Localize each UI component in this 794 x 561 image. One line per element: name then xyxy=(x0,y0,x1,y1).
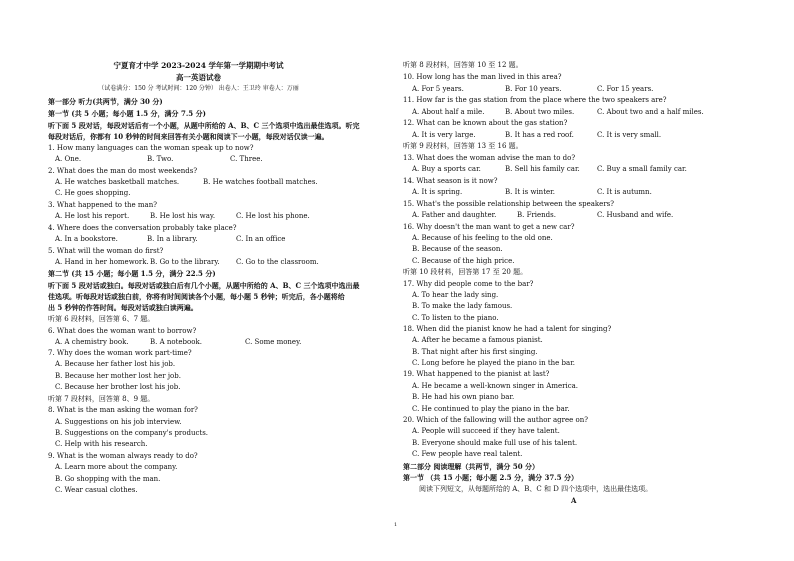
option-c: C. To listen to the piano. xyxy=(412,314,499,322)
option-b: B. Suggestions on the company's products. xyxy=(55,429,209,437)
option-a: A. Learn more about the company. xyxy=(55,463,178,471)
question-19: 19. What happened to the pianist at last? xyxy=(403,370,550,378)
option-b: B. Sell his family car. xyxy=(505,165,580,173)
option-a: A. Because of his feeling to the old one. xyxy=(412,234,553,242)
page-number: 1 xyxy=(394,522,398,528)
option-a: A. Father and daughter. xyxy=(412,211,497,219)
option-b: B. He lost his way. xyxy=(150,212,216,220)
question-18: 18. When did the pianist know he had a talent for singing? xyxy=(403,325,612,333)
exam-info: （试卷满分：150 分 考试时间：120 分钟） 出卷人：王卫玲 审卷人：万丽 xyxy=(98,85,299,92)
option-c: C. In an office xyxy=(236,235,286,243)
exam-title: 宁夏育才中学 2023-2024 学年第一学期期中考试 xyxy=(113,61,284,70)
question-20: 20. Which of the fallowing will the author agree on? xyxy=(403,416,588,424)
option-c: C. Some money. xyxy=(245,338,302,346)
question-6: 6. What does the woman want to borrow? xyxy=(48,327,197,335)
question-12: 12. What can be known about the gas station? xyxy=(403,119,568,127)
question-2: 2. What does the man do most weekends? xyxy=(48,167,198,175)
option-b: B. A notebook. xyxy=(150,338,202,346)
option-a: A. After he became a famous pianist. xyxy=(412,336,543,344)
option-b: B. To make the lady famous. xyxy=(412,302,513,310)
option-b: B. It has a red roof. xyxy=(505,131,574,139)
question-3: 3. What happened to the man? xyxy=(48,201,157,209)
option-a: A. He lost his report. xyxy=(55,212,130,220)
option-a: A. It is spring. xyxy=(412,188,463,196)
option-a: A. Suggestions on his job interview. xyxy=(55,418,182,426)
part1-sec2-title: 第二节 (共 15 小题；每小题 1.5 分，满分 22.5 分) xyxy=(48,269,216,278)
question-16: 16. Why doesn't the man want to get a new car? xyxy=(403,223,575,231)
option-b: B. About two miles. xyxy=(505,108,575,116)
passage-label: A xyxy=(571,496,577,505)
option-b: B. Because of the season. xyxy=(412,245,503,253)
option-b: B. That night after his first singing. xyxy=(412,348,538,356)
question-9: 9. What is the woman always ready to do? xyxy=(48,452,198,460)
part1-sec2-instruction: 出 5 秒钟的作答时间。每段对话或独白读两遍。 xyxy=(48,303,198,312)
option-c: C. He continued to play the piano in the bar. xyxy=(412,405,570,413)
part1-sec1-instruction: 听下面 5 段对话，每段对话后有一个小题，从题中所给的 A、B、C 三个选项中选出最佳选项。听完 xyxy=(48,121,360,130)
exam-subtitle: 高一英语试卷 xyxy=(176,73,221,82)
option-c: C. Because her brother lost his job. xyxy=(55,383,181,391)
question-4: 4. Where does the conversation probably take place? xyxy=(48,224,237,232)
option-a: A. One. xyxy=(55,155,82,163)
option-b: B. Go to the library. xyxy=(150,258,220,266)
material-note: 听第 8 段材料，回答第 10 至 12 题。 xyxy=(403,61,523,69)
material-note: 听第 7 段材料，回答第 8、9 题。 xyxy=(48,395,155,403)
option-a: A. Buy a sports car. xyxy=(412,165,481,173)
option-a: A. A chemistry book. xyxy=(55,338,129,346)
option-b: B. Friends. xyxy=(517,211,556,219)
option-c: C. Wear casual clothes. xyxy=(55,486,138,494)
option-a: A. About half a mile. xyxy=(412,108,485,116)
question-11: 11. How far is the gas station from the place where the two speakers are? xyxy=(403,96,667,104)
option-a: A. He watches basketball matches. xyxy=(55,178,180,186)
part2-sec1-title: 第一节 （共 15 小题；每小题 2.5 分，满分 37.5 分） xyxy=(403,473,579,482)
material-note: 听第 6 段材料，回答第 6、7 题。 xyxy=(48,315,155,323)
part1-title: 第一部分 听力(共两节，满分 30 分) xyxy=(48,97,163,106)
option-a: A. It is very large. xyxy=(412,131,476,139)
option-c: C. Long before he played the piano in the bar. xyxy=(412,359,575,367)
option-c: C. He goes shopping. xyxy=(55,189,131,197)
question-14: 14. What season is it now? xyxy=(403,177,498,185)
option-b: B. Go shopping with the man. xyxy=(55,475,161,483)
material-note: 听第 10 段材料，回答第 17 至 20 题。 xyxy=(403,268,528,276)
option-a: A. People will succeed if they have talent. xyxy=(412,427,560,435)
option-a: A. For 5 years. xyxy=(412,85,464,93)
part1-sec2-instruction: 佳选项。听每段对话或独白前，你将有时间阅读各个小题，每小题 5 秒钟；听完后，各小题将给 xyxy=(48,292,345,301)
option-b: B. It is winter. xyxy=(505,188,555,196)
question-17: 17. Why did people come to the bar? xyxy=(403,280,534,288)
question-13: 13. What does the woman advise the man to do? xyxy=(403,154,576,162)
material-note: 听第 9 段材料，回答第 13 至 16 题。 xyxy=(403,142,523,150)
option-b: B. Two. xyxy=(147,155,174,163)
option-c: C. Three. xyxy=(230,155,263,163)
option-c: C. Go to the classroom. xyxy=(236,258,319,266)
part1-sec1-title: 第一节 (共 5 小题；每小题 1.5 分，满分 7.5 分) xyxy=(48,109,206,118)
question-10: 10. How long has the man lived in this area? xyxy=(403,73,562,81)
option-c: C. Buy a small family car. xyxy=(597,165,687,173)
part1-sec1-instruction: 每段对话后，你都有 10 秒钟的时间来回答有关小题和阅读下一小题，每段对话仅读一遍。 xyxy=(48,132,329,141)
option-c: C. He lost his phone. xyxy=(236,212,310,220)
option-a: A. Because her father lost his job. xyxy=(55,360,176,368)
option-c: C. Husband and wife. xyxy=(597,211,674,219)
option-c: C. Few people have real talent. xyxy=(412,450,523,458)
question-5: 5. What will the woman do first? xyxy=(48,247,164,255)
option-a: A. He became a well-known singer in America. xyxy=(412,382,579,390)
option-a: A. Hand in her homework. xyxy=(55,258,149,266)
option-b: B. Everyone should make full use of his talent. xyxy=(412,439,578,447)
question-7: 7. Why does the woman work part-time? xyxy=(48,349,192,357)
option-b: B. In a library. xyxy=(147,235,198,243)
option-b: B. He watches football matches. xyxy=(203,178,318,186)
option-c: C. Help with his research. xyxy=(55,440,148,448)
option-a: A. In a bookstore. xyxy=(55,235,118,243)
question-15: 15. What's the possible relationship between the speakers? xyxy=(403,200,615,208)
part2-title: 第二部分 阅读理解（共两节，满分 50 分） xyxy=(403,462,540,471)
option-c: C. Because of the high price. xyxy=(412,257,515,265)
part1-sec2-instruction: 听下面 5 段对话或独白。每段对话或独白后有几个小题，从题中所给的 A、B、C 三个选项中选出最 xyxy=(48,281,360,290)
option-c: C. It is autumn. xyxy=(597,188,652,196)
part2-instruction: 阅读下列短文，从每题所给的 A、B、C 和 D 四个选项中，选出最佳选项。 xyxy=(419,485,653,493)
option-c: C. For 15 years. xyxy=(597,85,654,93)
question-8: 8. What is the man asking the woman for? xyxy=(48,406,198,414)
option-b: B. He had his own piano bar. xyxy=(412,393,515,401)
question-1: 1. How many languages can the woman speak up to now? xyxy=(48,144,254,152)
option-b: B. For 10 years. xyxy=(505,85,562,93)
option-c: C. About two and a half miles. xyxy=(597,108,704,116)
option-c: C. It is very small. xyxy=(597,131,662,139)
option-a: A. To hear the lady sing. xyxy=(412,291,499,299)
option-b: B. Because her mother lost her job. xyxy=(55,372,181,380)
